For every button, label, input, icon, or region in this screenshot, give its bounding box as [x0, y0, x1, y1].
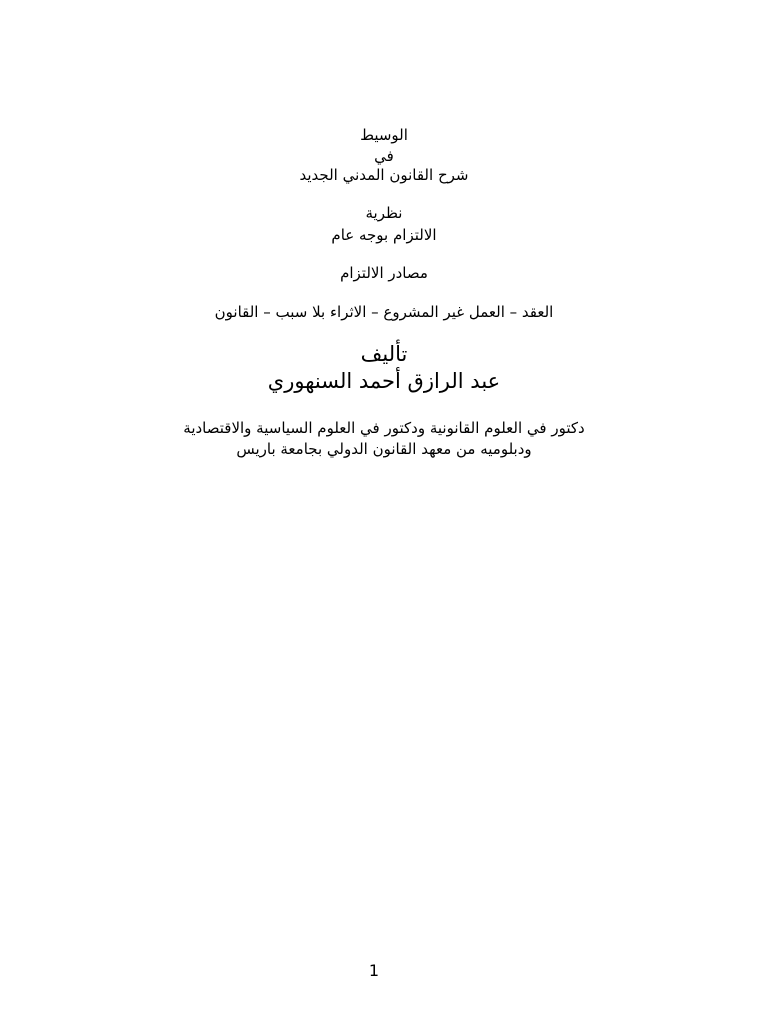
author-label: تأليف [360, 342, 408, 366]
book-title-line2: في [374, 147, 394, 165]
sources-heading: مصادر الالتزام [340, 264, 428, 282]
book-title-line3: شرح القانون المدني الجديد [299, 166, 469, 184]
book-title-line1: الوسيط [360, 126, 408, 144]
credentials-line2: ودبلوميه من معهد القانون الدولي بجامعة باريس [236, 440, 532, 458]
author-name: عبد الرازق أحمد السنهوري [267, 369, 501, 393]
page-number: 1 [368, 961, 380, 980]
theory-line1: نظرية [365, 204, 403, 222]
topics-line: العقد – العمل غير المشروع – الاثراء بلا سبب – القانون [214, 303, 554, 321]
credentials-line1: دكتور في العلوم القانونية ودكتور في العلوم السياسية والاقتصادية [183, 419, 585, 437]
theory-line2: الالتزام بوجه عام [331, 226, 437, 244]
